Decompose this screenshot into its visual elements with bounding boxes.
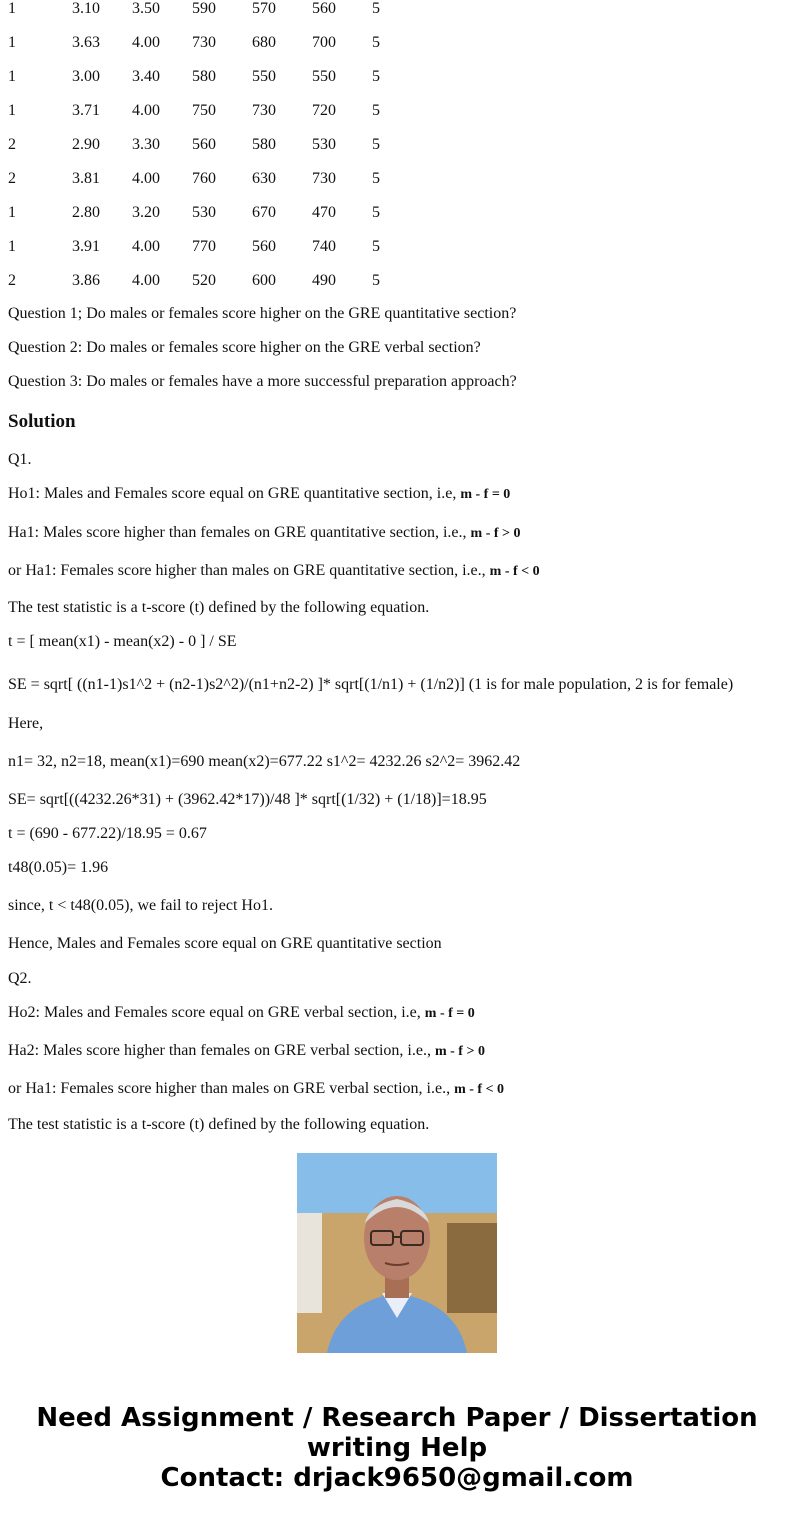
- ha2b-statement: [8, 1080, 504, 1098]
- table-cell: 5: [372, 272, 380, 289]
- table-cell: 680: [252, 34, 276, 51]
- ho1-expression: m - f = 0: [460, 487, 511, 502]
- table-cell: 2.90: [72, 136, 100, 153]
- ha2-expression: m - f > 0: [434, 1044, 485, 1059]
- promo-line-2: writing Help: [306, 1433, 488, 1463]
- table-cell: 5: [372, 238, 380, 255]
- table-cell: 3.63: [72, 34, 100, 51]
- table-cell: 3.10: [72, 0, 100, 17]
- table-cell: 750: [192, 102, 216, 119]
- person-photo-icon: [297, 1153, 497, 1353]
- cut-off-line: The test statistic is a t-score (t) defined by the following equation.: [8, 1116, 430, 1133]
- solution-heading: Solution: [8, 411, 76, 432]
- ha2b-expression: m - f < 0: [454, 1082, 505, 1097]
- ha2-statement: [8, 1042, 485, 1060]
- table-cell: 580: [252, 136, 276, 153]
- table-cell: 1: [8, 0, 16, 17]
- table-cell: 1: [8, 34, 16, 51]
- table-cell: 5: [372, 102, 380, 119]
- table-cell: 730: [252, 102, 276, 119]
- avatar: [297, 1153, 497, 1353]
- promo-section: [0, 1123, 794, 1523]
- ha1b-text: or Ha1: Females score higher than males on GRE quantitative section, i.e.,: [8, 562, 486, 579]
- table-cell: 730: [312, 170, 336, 187]
- table-cell: 630: [252, 170, 276, 187]
- table-cell: 550: [312, 68, 336, 85]
- table-cell: 3.50: [132, 0, 160, 17]
- table-cell: 4.00: [132, 170, 160, 187]
- ho2-text: Ho2: Males and Females score equal on GRE verbal section, i.e,: [8, 1004, 421, 1021]
- ho1-text: Ho1: Males and Females score equal on GRE quantitative section, i.e,: [8, 485, 457, 502]
- ha2-text: Ha2: Males score higher than females on GRE verbal section, i.e.,: [8, 1042, 431, 1059]
- ho2-statement: [8, 1004, 475, 1022]
- question-2: Question 2: Do males or females score higher on the GRE verbal section?: [8, 339, 481, 356]
- table-cell: 5: [372, 68, 380, 85]
- q2-label: Q2.: [8, 970, 32, 987]
- table-cell: 3.86: [72, 272, 100, 289]
- table-cell: 3.71: [72, 102, 100, 119]
- table-cell: 3.40: [132, 68, 160, 85]
- document-body: [8, 0, 788, 1133]
- decision: since, t < t48(0.05), we fail to reject Ho1.: [8, 897, 273, 914]
- table-cell: 2: [8, 170, 16, 187]
- table-cell: 1: [8, 204, 16, 221]
- se-calculation: SE= sqrt[((4232.26*31) + (3962.42*17))/48 ]* sqrt[(1/32) + (1/18)]=18.95: [8, 791, 487, 808]
- table-cell: 2: [8, 136, 16, 153]
- ho1-statement: [8, 485, 510, 503]
- ha1-expression: m - f > 0: [470, 526, 521, 541]
- se-definition: SE = sqrt[ ((n1-1)s1^2 + (n2-1)s2^2)/(n1+n2-2) ]* sqrt[(1/n1) + (1/n2)] (1 is for male population, 2 is for female): [8, 676, 734, 693]
- table-cell: 560: [192, 136, 216, 153]
- ha1b-statement: [8, 562, 540, 580]
- table-cell: 3.20: [132, 204, 160, 221]
- table-cell: 5: [372, 204, 380, 221]
- table-cell: 1: [8, 102, 16, 119]
- table-cell: 530: [192, 204, 216, 221]
- table-cell: 600: [252, 272, 276, 289]
- table-cell: 1: [8, 68, 16, 85]
- table-cell: 5: [372, 0, 380, 17]
- table-cell: 3.91: [72, 238, 100, 255]
- table-cell: 4.00: [132, 102, 160, 119]
- table-cell: 5: [372, 34, 380, 51]
- ha1-text: Ha1: Males score higher than females on GRE quantitative section, i.e.,: [8, 524, 467, 541]
- table-cell: 550: [252, 68, 276, 85]
- table-cell: 560: [312, 0, 336, 17]
- table-cell: 5: [372, 136, 380, 153]
- question-3: Question 3: Do males or females have a more successful preparation approach?: [8, 373, 517, 390]
- ha1b-expression: m - f < 0: [489, 564, 540, 579]
- table-cell: 3.81: [72, 170, 100, 187]
- table-cell: 2: [8, 272, 16, 289]
- table-cell: 1: [8, 238, 16, 255]
- table-cell: 570: [252, 0, 276, 17]
- table-cell: 560: [252, 238, 276, 255]
- ha1-statement: [8, 524, 521, 542]
- here-label: Here,: [8, 715, 44, 732]
- table-cell: 770: [192, 238, 216, 255]
- table-cell: 590: [192, 0, 216, 17]
- t-calculation: t = (690 - 677.22)/18.95 = 0.67: [8, 825, 207, 842]
- promo-text: [0, 1403, 794, 1493]
- t-definition: t = [ mean(x1) - mean(x2) - 0 ] / SE: [8, 633, 237, 650]
- t-critical: t48(0.05)= 1.96: [8, 859, 109, 876]
- table-cell: 3.30: [132, 136, 160, 153]
- conclusion: Hence, Males and Females score equal on GRE quantitative section: [8, 935, 442, 952]
- table-cell: 740: [312, 238, 336, 255]
- table-cell: 4.00: [132, 272, 160, 289]
- table-cell: 530: [312, 136, 336, 153]
- promo-contact: Contact: drjack9650@gmail.com: [160, 1463, 634, 1493]
- table-cell: 490: [312, 272, 336, 289]
- q1-label: Q1.: [8, 451, 32, 468]
- table-cell: 730: [192, 34, 216, 51]
- table-cell: 670: [252, 204, 276, 221]
- test-statistic-intro: The test statistic is a t-score (t) defined by the following equation.: [8, 599, 430, 616]
- table-cell: 470: [312, 204, 336, 221]
- table-cell: 4.00: [132, 238, 160, 255]
- table-cell: 700: [312, 34, 336, 51]
- table-cell: 760: [192, 170, 216, 187]
- question-1: Question 1; Do males or females score higher on the GRE quantitative section?: [8, 305, 517, 322]
- table-cell: 520: [192, 272, 216, 289]
- table-cell: 580: [192, 68, 216, 85]
- ho2-expression: m - f = 0: [424, 1006, 475, 1021]
- ha2b-text: or Ha1: Females score higher than males on GRE verbal section, i.e.,: [8, 1080, 451, 1097]
- table-cell: 4.00: [132, 34, 160, 51]
- sample-values: n1= 32, n2=18, mean(x1)=690 mean(x2)=677.22 s1^2= 4232.26 s2^2= 3962.42: [8, 753, 521, 770]
- table-cell: 5: [372, 170, 380, 187]
- table-cell: 720: [312, 102, 336, 119]
- table-cell: 2.80: [72, 204, 100, 221]
- promo-line-1: Need Assignment / Research Paper / Dissertation: [36, 1403, 758, 1433]
- table-cell: 3.00: [72, 68, 100, 85]
